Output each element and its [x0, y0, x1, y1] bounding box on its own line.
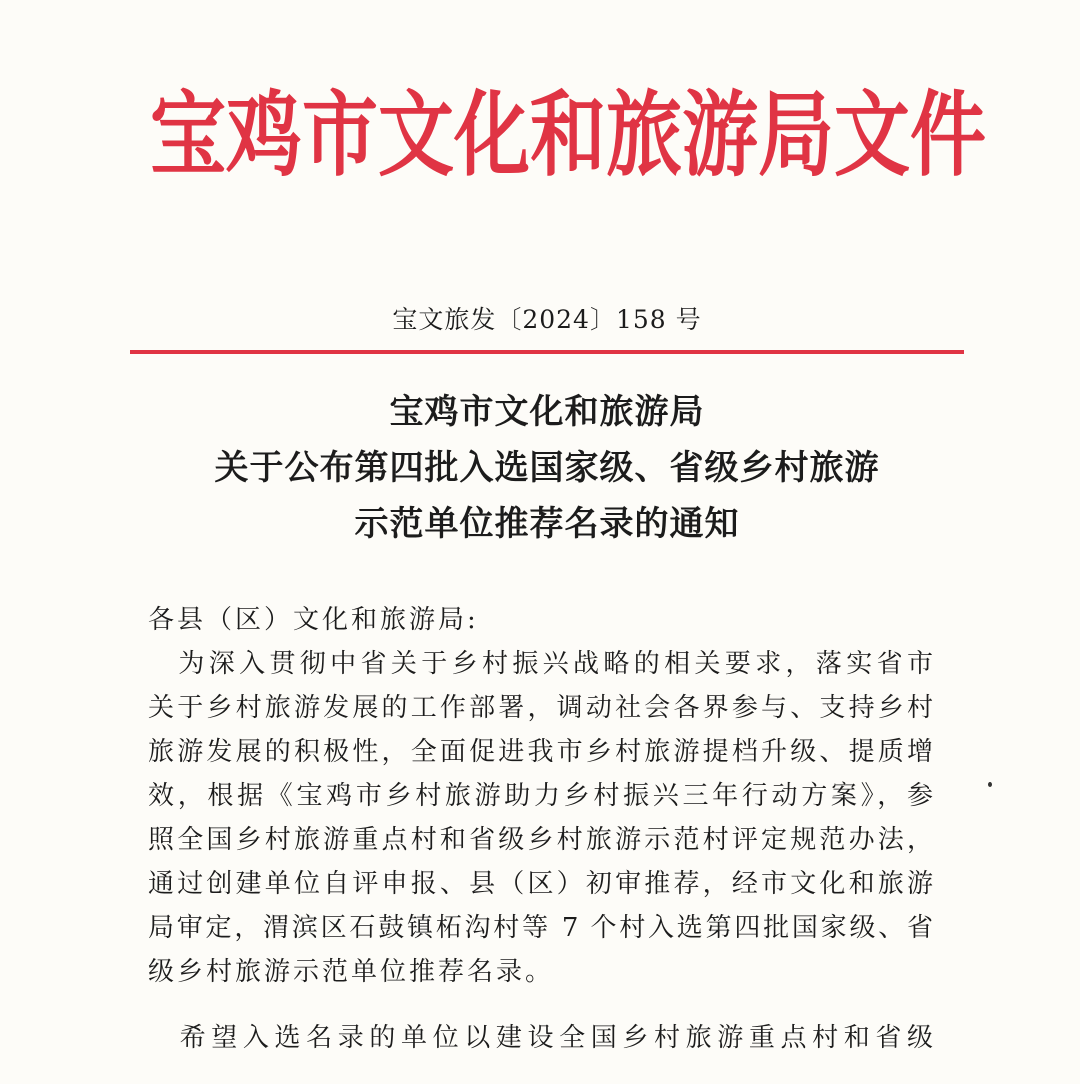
title-line-1: 宝鸡市文化和旅游局: [389, 392, 705, 432]
body-line: 希望入选名录的单位以建设全国乡村旅游重点村和省级: [148, 1023, 934, 1053]
issuer-header-title: 宝鸡市文化和旅游局文件: [150, 80, 986, 190]
document-title: [130, 384, 964, 552]
body-line: 局审定，渭滨区石鼓镇柘沟村等 7 个村入选第四批国家级、省: [148, 913, 934, 943]
body-line: 通过创建单位自评申报、县（区）初审推荐，经市文化和旅游: [148, 869, 934, 899]
body-line: 效，根据《宝鸡市乡村旅游助力乡村振兴三年行动方案》，参: [148, 781, 934, 811]
body-line: 照全国乡村旅游重点村和省级乡村旅游示范村评定规范办法，: [148, 825, 934, 855]
scan-speck: [988, 782, 992, 787]
red-divider-line: [130, 350, 964, 354]
body-line: 为深入贯彻中省关于乡村振兴战略的相关要求，落实省市: [148, 649, 934, 679]
body-line: 级乡村旅游示范单位推荐名录。: [148, 957, 555, 987]
document-number: 宝文旅发〔2024〕158 号: [392, 305, 702, 334]
body-line: 关于乡村旅游发展的工作部署，调动社会各界参与、支持乡村: [148, 693, 934, 723]
title-line-3: 示范单位推荐名录的通知: [354, 504, 740, 544]
salutation: 各县（区）文化和旅游局:: [148, 605, 479, 635]
body-line: 旅游发展的积极性，全面促进我市乡村旅游提档升级、提质增: [148, 737, 934, 767]
title-line-2: 关于公布第四批入选国家级、省级乡村旅游: [214, 448, 880, 488]
